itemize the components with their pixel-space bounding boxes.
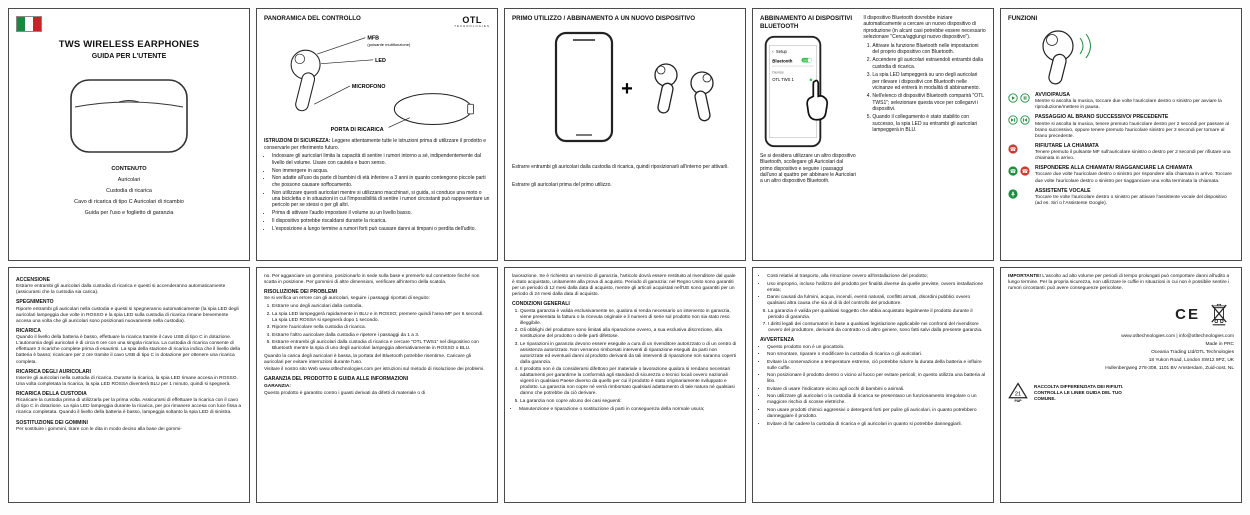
- case-charging-heading: RICARICA DELLA CUSTODIA: [16, 391, 87, 397]
- reject-call-icon: [1008, 143, 1031, 162]
- otl-logo-subtext: TECHNOLOGIES: [454, 25, 490, 29]
- important-heading: IMPORTANTE!: [1008, 274, 1041, 279]
- function-desc: Mentre si ascolta la musica, tenere premuto l'auricolare destro per 2 secondi per passare al brano successivo, oppure tenere premuto l'auricolare sinistro per 2 secondi per tornare al brano precedente.: [1035, 121, 1229, 139]
- warranty-subheading: GARANZIA:: [264, 383, 291, 389]
- troubleshooting-steps: [272, 304, 490, 352]
- panel-warnings: [752, 267, 994, 503]
- guide-subtitle: GUIDA PER L'UTENTE: [91, 53, 167, 61]
- company-name: Oceania Trading Ltd/OTL Technologies: [1151, 350, 1234, 356]
- troubleshooting-intro: Se si verifica un errore con gli auricolari, seguire i passaggi riportati di seguito:: [264, 296, 430, 302]
- exclusion-item: • Uso improprio, incluso l'utilizzo del prodotto per finalità diverse da quelle previste, ovvero installazione errata;: [767, 282, 986, 294]
- condition-item: 3. Le riparazioni in garanzia devono essere eseguite a cura di un rivenditore autorizzato o di un centro di assistenza autorizzato. Non verranno rimborsati interventi di riparazione eseguiti da parti non autorizzate ed eventuali danni al prodotto derivanti da tali interventi di riparazione non saranno coperti dalla garanzia.: [520, 342, 738, 366]
- general-conditions-heading: CONDIZIONI GENERALI: [512, 301, 570, 308]
- warning-item: • Non smontare, riparare o modificare la custodia di ricarica o gli auricolari.: [767, 352, 986, 358]
- company-address-nl: Hullenbergweg 278-308, 1101 BV Amsterdam, Zuid-oost, NL: [1105, 366, 1234, 372]
- function-desc: Toccare tre volte l'auricolare destro o sinistro per attivare l'assistente vocale del dispositivo (ad es. Siri o l'Assistente Google).: [1035, 194, 1227, 206]
- mfb-sublabel: (pulsante multifunzione): [367, 42, 411, 48]
- first-use-note: Estrarre gli auricolari prima del primo utilizzo.: [512, 182, 612, 189]
- safety-bullet-list: [272, 153, 490, 232]
- panel-cover: [8, 8, 250, 261]
- pap-recycling-icon: [1008, 382, 1028, 404]
- warning-item: • Evitare di usare l'indicatore vicino agli occhi di bambini o animali.: [767, 387, 986, 393]
- panel-functions: [1000, 8, 1242, 261]
- warning-item: • Non utilizzare gli auricolari o la custodia di ricarica se presentano un funzionamento irregolare o un maggiore rischio di scosse elettriche.: [767, 394, 986, 406]
- otl-logo: [454, 15, 490, 28]
- otl-logo-text: OTL: [462, 15, 482, 25]
- warning-heading: AVVERTENZA: [760, 337, 795, 344]
- pairing-step: 4. Nell'elenco di dispositivi Bluetooth comparirà "OTL TWS1"; selezionare questa voce per collegarvi i dispositivi.: [872, 93, 986, 112]
- conditions-continuation-list: [768, 309, 986, 335]
- contents-item: Cavo di ricarica di tipo C Auricolari di ricambio: [74, 198, 184, 205]
- function-title: RIFIUTARE LA CHIAMATA: [1035, 142, 1099, 149]
- website-contact-line: www.otltechnologies.com | info@otltechnologies.com: [1121, 334, 1234, 340]
- function-title: AVVIO/PAUSA: [1035, 91, 1070, 98]
- safety-bullet: • Prima di attivare l'audio impostare il volume su un livello basso.: [272, 210, 490, 216]
- safety-bullet: • L'esposizione a lungo termine a rumori forti può causare danni ai timpani o perdita dell'udito.: [272, 226, 490, 232]
- power-on-text: Estrarre entrambi gli auricolari dalla custodia di ricarica e questi si accenderanno automaticamente (assicurarsi che la custodia sia carica).: [16, 284, 226, 296]
- microphone-label: MICROFONO: [351, 84, 386, 91]
- company-address-uk: 18 Yukon Road, London SW12 9PZ, UK: [1148, 358, 1234, 364]
- eartip-replacement-heading: SOSTITUZIONE DEI GOMMINI: [16, 419, 88, 426]
- case-charging-text: Ricaricare la custodia prima di utilizzarla per la prima volta. Assicurarsi di effettuare la ricarica con il cavo di tipo C in dotazione. La spia LED lampeggia durante la ricarica, per poi rimanere accesa con luce fissa a ricarica completata. Quando il livello della batteria è basso, lampeggia soltanto la spia LED di sinistra.: [16, 398, 242, 416]
- panel-power-charging: [8, 267, 250, 503]
- contents-item: Auricolari: [117, 177, 141, 184]
- condition-item: 2. Gli obblighi del produttore sono limitati alla riparazione ovvero, a sua esclusiva discrezione, alla sostituzione del prodotto o delle parti difettose.: [520, 328, 738, 340]
- weee-bin-icon: [1210, 302, 1228, 326]
- phone-plus-earbuds-illustration: [520, 27, 730, 151]
- function-desc: Tenere premuto il pulsante MF sull'auricolare sinistro o destro per 2 secondi per rifiutare una chiamata in arrivo.: [1035, 150, 1231, 162]
- warning-item: • Non usare prodotti chimici aggressivi o detergenti forti per pulire gli auricolari, in quanto potrebbero danneggiare il prodotto.: [767, 408, 986, 420]
- svg-text:☎: ☎: [1021, 169, 1028, 176]
- pairing-steps: [872, 43, 986, 134]
- panel-warranty-conditions: [504, 267, 746, 503]
- recycling-notice: RACCOLTA DIFFERENZIATA DEI RIFIUTI. CONTROLLA LE LINEE GUIDA DEL TUO COMUNE.: [1034, 384, 1124, 401]
- warning-list: [767, 345, 986, 428]
- earbud-illustration: [1022, 26, 1116, 88]
- important-notice: [1008, 274, 1234, 292]
- italy-flag-icon: [16, 16, 42, 32]
- eartip-replacement-text: Per sostituire i gommini, tirare con le dita in modo deciso alla base dei gommi-: [16, 426, 182, 432]
- warranty-intro-text: Questo prodotto è garantito contro i guasti derivati da difetti di materiale o di: [264, 391, 426, 397]
- bluetooth-label: Bluetooth: [772, 58, 793, 64]
- pointing-hand-icon: [802, 79, 832, 121]
- general-conditions-list: [520, 309, 738, 405]
- panel-first-use: [504, 8, 746, 261]
- safety-bullet: • Indossare gli auricolari limita la capacità di sentire i rumori intorno a sé, indipendentemente dal livello del volume. Usare con cautela e buon senso.: [272, 153, 490, 166]
- contents-item: Guida per l'uso e foglietto di garanzia: [84, 209, 174, 216]
- earbud-charging-text: Inserire gli auricolari nella custodia di ricarica. Durante la ricarica, la spia LED rimane accesa in ROSSO. Una volta completata la ricarica, la spia LED ROSSA diventerà BLU per 1 minuto, quindi si spegnerà.: [16, 375, 238, 387]
- contents-list: [16, 164, 242, 218]
- earbud-diagram: [264, 28, 490, 138]
- charging-heading: RICARICA: [16, 327, 41, 334]
- warning-item: • Evitare la conservazione a temperature estreme, ciò potrebbe ridurre la durata della batteria e influire sulle cuffie.: [767, 360, 986, 372]
- function-desc: Toccare due volte l'auricolare destro o sinistro per rispondere alla chiamata in arrivo. Toccare due volte l'auricolare destro o sinistro per riagganciare una volta terminata la chiamata.: [1035, 172, 1232, 184]
- troubleshooting-step: 1. Estrarre uno degli auricolari dalla custodia.: [272, 304, 490, 310]
- pairing-step: 5. Quando il collegamento è stato stabilito con successo, la spia LED su entrambi gli auricolari lampeggerà in BLU.: [872, 114, 986, 133]
- functions-heading: FUNZIONI: [1008, 15, 1038, 22]
- pap-label: PAP: [1014, 399, 1022, 404]
- function-row: [1008, 143, 1234, 162]
- safety-bullet: • Non immergere in acqua.: [272, 168, 490, 174]
- charging-port-label: PORTA DI RICARICA: [330, 127, 384, 134]
- contents-item: Custodia di ricarica: [106, 188, 152, 195]
- product-title: TWS WIRELESS EARPHONES: [58, 39, 200, 50]
- phone-back-label: Setup: [776, 48, 787, 54]
- device-label: Device: [772, 70, 784, 75]
- panel-troubleshooting: [256, 267, 498, 503]
- pairing-outro: Se si desidera utilizzare un altro dispositivo Bluetooth, scollegare gli Auricolari dal primo dispositivo e seguire i passaggi dall'uno al quattro per abbinare le Auricolari a un altro dispositivo Bluetooth.: [760, 152, 857, 185]
- back-chevron-icon: ‹: [772, 48, 774, 54]
- troubleshooting-step: 5. Estrarre entrambi gli auricolari dalla custodia di ricarica e cercare "OTL TWS1" nel dispositivo con Bluetooth mentre la spia di uno degli auricolari lampeggia alternativamente in ROSSO o BLU.: [272, 340, 490, 352]
- website-note: Visitare il nostro sito Web www.otltechnologies.com per istruzioni sul metodo di risoluzione dei problemi.: [264, 367, 485, 373]
- contents-heading: CONTENUTO: [111, 166, 147, 173]
- safety-heading: ISTRUZIONI DI SICUREZZA:: [264, 138, 331, 145]
- device-name: OTL TWS 1: [772, 77, 794, 83]
- condition-item: 1. Questa garanzia è valida esclusivamente se, qualora si renda necessario un intervento in garanzia, viene presentata la fattura o la ricevuta originale e il numero di serie sul prodotto non sia stato reso illeggibile.: [520, 309, 738, 327]
- ce-mark: CE: [1175, 305, 1200, 323]
- safety-instructions: [264, 138, 490, 151]
- condition-item: 6. La garanzia è valida per qualsiasi soggetto che abbia acquistato legalmente il prodotto durante il periodo di garanzia.: [768, 309, 986, 321]
- mfb-label: MFB: [367, 36, 380, 43]
- function-title: RISPONDERE ALLA CHIAMATA/ RIAGGANCIARE LA CHIAMATA: [1035, 165, 1193, 172]
- panel-pairing: [752, 8, 994, 261]
- warning-item: • Questo prodotto non è un giocattolo.: [767, 345, 986, 351]
- toggle-state: ON: [802, 59, 807, 63]
- power-on-heading: ACCENSIONE: [16, 277, 50, 283]
- condition-item: 7. I diritti legali dei consumatori in base a qualsiasi legislazione applicabile nei confronti del rivenditore ovvero del produttore, derivanti da contratto o di altro genere, sono fatti salvi dalla presente garanzia.: [768, 322, 986, 334]
- charging-case-icon: [65, 76, 193, 156]
- voice-assistant-mic-icon: [1008, 188, 1031, 207]
- answer-hangup-call-icon: [1008, 165, 1031, 184]
- condition-item: 5. La garanzia non copre alcuno dei casi seguenti:: [520, 399, 738, 405]
- charging-text: Quando il livello della batteria è basso, effettuare la ricarica tramite il cavo USB di tipo C in dotazione. L'autonomia degli auricolari è di circa 6 ore con una singola ricarica. La custodia di ricarica consente di effettuare 3 ricariche complete prima di esaurirsi. La spia della stazione di ricarica indica che il livello della batteria è basso; ricaricare per 2 ore tramite il cavo USB di tipo C in dotazione per ottenere una ricarica completa.: [16, 335, 241, 365]
- warning-item: • Non posizionare il prodotto dentro o vicino al fuoco per evitare pericoli; in questo utilizza una batteria al litio.: [767, 373, 986, 385]
- function-row: [1008, 114, 1234, 140]
- safety-bullet: • Non adatte all'uso da parte di bambini di età inferiore a 3 anni in quanto contengono piccole parti che possono causare soffocamento.: [272, 175, 490, 188]
- eartip-continuation-text: no. Per agganciare un gommino, posizionarlo in sede sulla base e premerlo sul connettore finché non scatta in posizione. Per gommini di altre dimensioni, verificare all'interno della scatola.: [264, 274, 480, 286]
- low-battery-note: Quando la carica degli auricolari è bassa, la portata del Bluetooth potrebbe risentirne. Caricare gli auricolari per evitare interruzioni durante l'uso.: [264, 353, 471, 365]
- led-label: LED: [375, 58, 386, 65]
- plus-sign: +: [621, 77, 633, 100]
- play-pause-icon: [1008, 92, 1031, 111]
- safety-bullet: • Il dispositivo potrebbe riscaldarsi durante la ricarica.: [272, 218, 490, 224]
- warranty-info-heading: GARANZIA DEL PRODOTTO E GUIDA ALLE INFORMAZIONI: [264, 376, 409, 383]
- warning-item: • Evitare di far cadere la custodia di ricarica e gli auricolari in quanto si potrebbe danneggiarli.: [767, 422, 986, 428]
- troubleshooting-step: 3. Riporre l'auricolare nella custodia di ricarica.: [272, 325, 490, 331]
- exclusions-continuation-list: [767, 274, 986, 307]
- condition-item: 4. Il prodotto non è da considerarsi difettoso per materiale o lavorazione qualora si rendano necessari adattamenti per garantirne la conformità agli standard di sicurezza o tecnici locali ovvero nazionali vigenti in qualsiasi Paese diverso da quello per cui il prodotto è stato originariamente sviluppato e prodotto. La garanzia non copre né verrà rimborsato qualsiasi adattamento di tale natura né qualsiasi danno che potrebbe da ciò derivare.: [520, 367, 738, 397]
- function-row: [1008, 188, 1234, 207]
- panel-controls: [256, 8, 498, 261]
- pairing-intro: Il dispositivo Bluetooth dovrebbe iniziare automaticamente a cercare un nuovo dispositivo di riproduzione (in alcuni casi potrebbe essere necessario selezionare "Cerca/aggiungi nuovo dispositivo").: [863, 15, 986, 41]
- controls-heading: PANORAMICA DEL CONTROLLO: [264, 15, 361, 22]
- important-text: L'ascolto ad alto volume per periodi di tempo prolungati può comportare danni all'udito a lungo termine. Per la propria sicurezza, non utilizzare le cuffie in situazioni in cui non è possibile sentire i rumori circostanti: può avere conseguenze pericolose.: [1008, 274, 1230, 292]
- troubleshooting-step: 2. La spia LED lampeggerà rapidamente in BLU e in ROSSO; premere quindi l'area MF per 6 secondi. La spia LED ROSSA si spegnerà dopo 1 secondo.: [272, 312, 490, 324]
- svg-text:☎: ☎: [1009, 146, 1017, 153]
- power-off-text: Riporre entrambi gli auricolari nella custodia e questi si spegneranno automaticamente (la spia LED degli auricolari lampeggia due volte in ROSSO e la spia LED sulla custodia di ricarica rimane brevemente accesa una volta che gli auricolari sono posizionati nuovamente nella custodia).: [16, 306, 239, 324]
- power-off-heading: SPEGNIMENTO: [16, 299, 54, 306]
- panel-compliance: [1000, 267, 1242, 503]
- made-in-line: Made in PRC: [1205, 342, 1234, 348]
- safety-bullet: • Non utilizzare questi auricolari mentre si utilizzano macchinari, si guida, si conduce una moto o una bicicletta o in situazioni in cui l'impossibilità di sentire i rumori circostanti può rappresentare un pericolo per se stessi o per gli altri.: [272, 190, 490, 209]
- exclusion-item: • Manutenzione e riparazione o sostituzione di parti in conseguenza della normale usura;: [519, 407, 738, 413]
- function-desc: Mentre si ascolta la musica, toccare due volte l'auricolare destro o sinistro per avviare la riproduzione/mettere in pausa.: [1035, 99, 1222, 111]
- pairing-step: 3. La spia LED lampeggerà su uno degli auricolari per rilevare i dispositivi con Bluetooth nelle vicinanze ed entrerà in modalità di abbinamento.: [872, 72, 986, 91]
- safety-intro: Leggere attentamente tutte le istruzioni prima di utilizzare il prodotto e conservarle per riferimento futuro.: [264, 138, 487, 151]
- warranty-continuation-text: lavorazione. Se è richiesto un servizio di garanzia, l'articolo dovrà essere restituito al rivenditore dal quale è stato acquistato, unitamente alla prova di acquisto. Periodo di garanzia: nel Regno Unito sono garantiti per un periodo di 12 mesi dalla data di acquisto, mentre gli articoli acquistati nell'UE sono garantiti per un periodo di 24 mesi dalla data di acquisto.: [512, 274, 736, 298]
- function-row: [1008, 92, 1234, 111]
- pairing-heading: ABBINAMENTO AI DISPOSITIVI BLUETOOTH: [760, 15, 853, 30]
- svg-text:☎: ☎: [1009, 169, 1017, 176]
- exclusions-list: [519, 407, 738, 413]
- first-use-text: Estrarre entrambi gli auricolari dalla custodia di ricarica, quindi riposizionarli all'interno per attivarli.: [512, 163, 729, 170]
- earbud-charging-heading: RICARICA DEGLI AURICOLARI: [16, 368, 91, 375]
- troubleshooting-heading: RISOLUZIONE DEI PROBLEMI: [264, 289, 338, 296]
- first-use-heading: PRIMO UTILIZZO / ABBINAMENTO A UN NUOVO DISPOSITIVO: [512, 15, 696, 22]
- exclusion-item: • Costi relativi al trasporto, alla rimozione ovvero all'installazione del prodotto;: [767, 274, 986, 280]
- exclusion-item: • Danni causati da fulmini, acqua, incendi, eventi naturali, conflitti armati, disordini pubblici ovvero qualsiasi altra causa che sia al di là del controllo del produttore.: [767, 295, 986, 307]
- troubleshooting-step: 4. Estrarre l'altro auricolare dalla custodia e ripetere i passaggi da 1 a 3.: [272, 333, 490, 339]
- pairing-step: 2. Accendere gli auricolari estraendoli entrambi dalla custodia di ricarica.: [872, 57, 986, 70]
- next-previous-track-icon: [1008, 114, 1031, 140]
- function-row: [1008, 165, 1234, 184]
- function-title: ASSISTENTE VOCALE: [1035, 187, 1091, 194]
- function-title: PASSAGGIO AL BRANO SUCCESSIVO/ PRECEDENTE: [1035, 114, 1169, 121]
- pairing-step: 1. Attivare la funzione Bluetooth nelle impostazioni del proprio dispositivo con Bluetooth.: [872, 43, 986, 56]
- pap-number: 21: [1014, 391, 1022, 398]
